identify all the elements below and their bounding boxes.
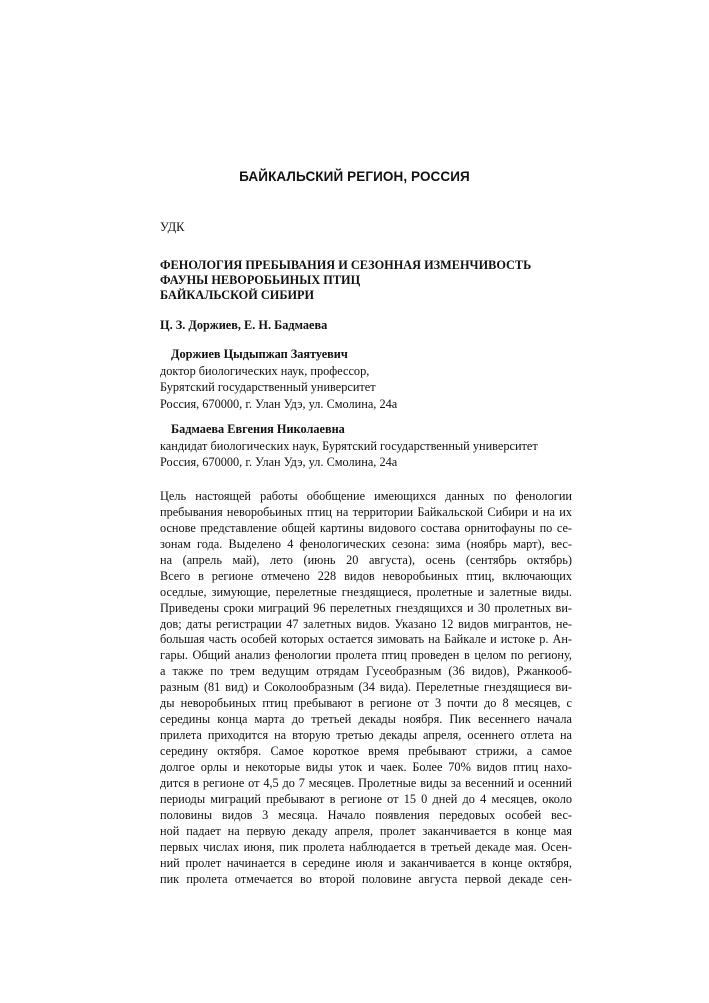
abstract-line: дов; даты регистрации 47 залетных видов. Указано 12 видов мигрантов, не- — [160, 616, 572, 631]
abstract-line: прилета приходится на вторую третью декады апреля, осеннего отлета на — [160, 728, 572, 743]
abstract-line: Всего в регионе отмечено 228 видов неворобьиных птиц, включающих — [160, 568, 572, 583]
abstract-line: ний пролет начинается в середине июля и заканчивается в конце октября, — [160, 855, 572, 870]
abstract-line: пик пролета отмечается во второй половине августа первой декаде сен- — [160, 871, 572, 886]
abstract — [160, 489, 572, 887]
abstract-line: Цель настоящей работы обобщение имеющихся данных по фенологии — [160, 489, 572, 503]
author-name: Бадмаева Евгения Николаевна — [171, 422, 345, 436]
abstract-line: большая часть особей которых остается зимовать на Байкале и истоке р. Ан- — [160, 632, 572, 647]
author-name: Доржиев Цыдыпжап Заятуевич — [171, 347, 348, 361]
author-address: Россия, 670000, г. Улан Удэ, ул. Смолина, 24а — [160, 455, 398, 469]
abstract-line: ды неворобьиных птиц пребывают в регионе от 3 почти до 8 месяцев, с — [160, 696, 572, 711]
abstract-line: долгое орлы и некоторые виды уток и чаек. Более 70% видов птиц нахо- — [160, 759, 572, 774]
article-title — [160, 258, 531, 303]
abstract-line: гары. Общий анализ фенологии пролета птиц проведен в целом по региону, — [160, 648, 572, 663]
abstract-line: разным (81 вид) и Соколообразным (34 вида). Перелетные гнездящиеся ви- — [160, 680, 572, 695]
article-title-line: ФАУНЫ НЕВОРОБЬИНЫХ ПТИЦ — [160, 273, 361, 287]
abstract-line: оседлые, зимующие, перелетные гнездящиеся, пролетные и залетные виды. — [160, 584, 572, 599]
abstract-line: первых числах июня, пик пролета наблюдается в третьей декаде мая. Осен- — [160, 839, 572, 854]
section-header: БАЙКАЛЬСКИЙ РЕГИОН, РОССИЯ — [239, 169, 470, 184]
abstract-line: на (апрель май), лето (июнь 20 августа), осень (сентябрь октябрь) — [160, 552, 572, 567]
abstract-line: середину октября. Самое короткое время пребывают стрижи, а самое — [160, 744, 572, 758]
abstract-line: основе представление общей картины видового состава орнитофауны по се- — [160, 520, 572, 535]
author-degree: доктор биологических наук, профессор, — [160, 363, 370, 378]
author-info-1 — [160, 346, 397, 412]
authors-line: Ц. З. Доржиев, Е. Н. Бадмаева — [160, 318, 328, 332]
abstract-line: половины видов 3 месяца. Начало появления передовых особей вес- — [160, 807, 572, 822]
author-degree-affiliation: кандидат биологических наук, Бурятский государственный университет — [160, 438, 538, 453]
abstract-line: периоды миграций пребывают в регионе от 15 0 дней до 4 месяцев, около — [160, 791, 572, 806]
abstract-line: середины конца марта до третьей декады ноября. Пик весеннего начала — [160, 712, 572, 727]
abstract-line: а также по трем ведущим отрядам Гусеобразным (36 видов), Ржанкооб- — [160, 664, 572, 679]
author-info-2 — [160, 421, 538, 471]
article-title-line: БАЙКАЛЬСКОЙ СИБИРИ — [160, 288, 315, 302]
abstract-line: пребывания неворобьиных птиц на территории Байкальской Сибири и на их — [160, 504, 572, 519]
author-address: Россия, 670000, г. Улан Удэ, ул. Смолина, 24а — [160, 396, 398, 411]
author-affiliation: Бурятский государственный университет — [160, 380, 376, 394]
udk-label: УДК — [160, 220, 185, 234]
abstract-line: ной падает на первую декаду апреля, пролет заканчивается в конце мая — [160, 823, 572, 838]
article-title-line: ФЕНОЛОГИЯ ПРЕБЫВАНИЯ И СЕЗОННАЯ ИЗМЕНЧИВОСТЬ — [160, 258, 532, 272]
abstract-line: дится в регионе от 4,5 до 7 месяцев. Пролетные виды за весенний и осенний — [160, 775, 572, 790]
abstract-line: Приведены сроки миграций 96 перелетных гнездящихся и 30 пролетных ви- — [160, 600, 572, 615]
abstract-line: зонам года. Выделено 4 фенологических сезона: зима (ноябрь март), вес- — [160, 536, 572, 551]
